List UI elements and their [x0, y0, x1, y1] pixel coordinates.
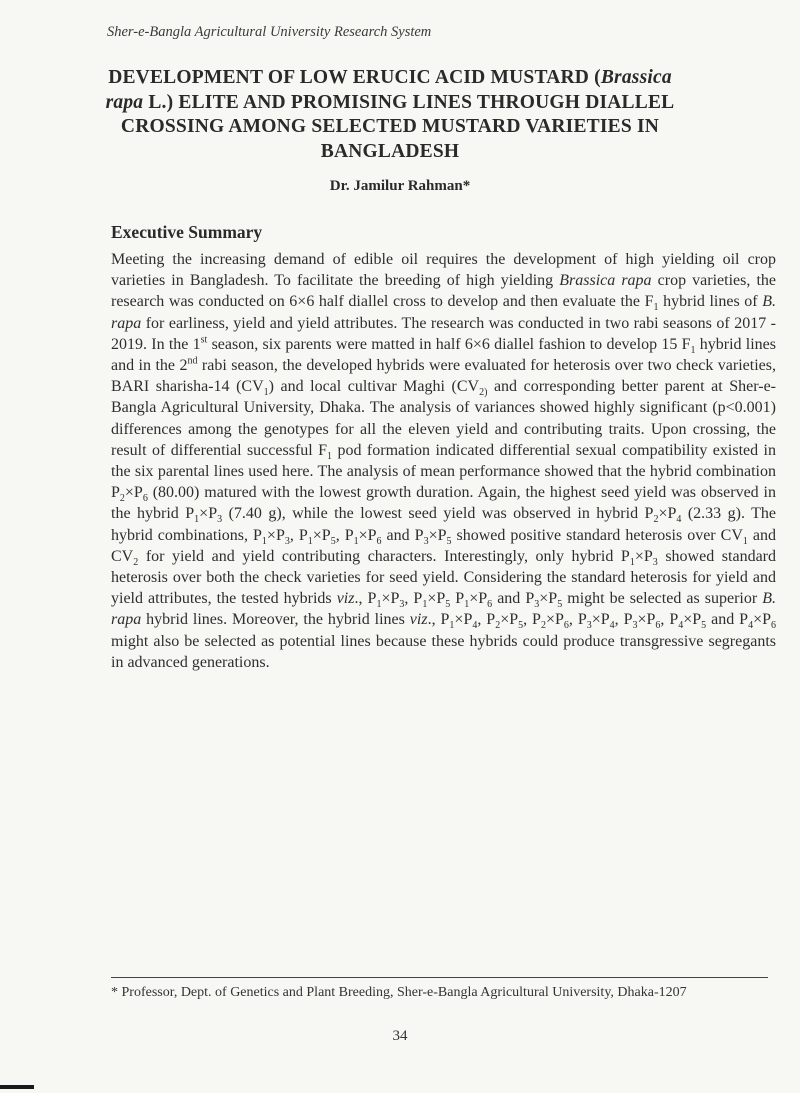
summary-text: for earliness, yield and yield attributes. The research was conducted in two rabi seasons of 2017 - 2019. In the 1: [111, 314, 776, 353]
summary-text: , P: [289, 526, 308, 544]
subscript: 4: [748, 620, 754, 632]
subscript: 1: [449, 620, 455, 632]
author-footnote: * Professor, Dept. of Genetics and Plant Breeding, Sher-e-Bangla Agricultural University, Dhaka-1207: [111, 985, 687, 1000]
subscript: 1: [194, 514, 200, 526]
subscript: 1: [422, 599, 428, 611]
title-text-part2: L.) ELITE AND PROMISING LINES THROUGH DIALLEL CROSSING AMONG SELECTED MUSTARD VARIETIES IN BANGLADESH: [120, 91, 675, 162]
running-header: Sher-e-Bangla Agricultural University Research System: [107, 24, 432, 40]
summary-text: ., P: [354, 590, 377, 608]
summary-text: crop varieties, the research was conducted on 6×6 half diallel cross to develop and then evaluate the F: [111, 272, 776, 311]
subscript: 5: [557, 599, 563, 611]
summary-text: ×P: [637, 611, 656, 629]
summary-text: and P: [381, 526, 424, 544]
summary-text: hybrid lines of: [658, 293, 763, 311]
summary-text: (7.40 g), while the lowest seed yield was observed in hybrid P: [222, 505, 654, 523]
summary-text: , P: [404, 590, 423, 608]
summary-text: showed standard heterosis over both the check varieties for seed yield. Considering the standard heterosis for yield and yield attributes, the tested hybrids: [111, 547, 777, 608]
subscript: 2: [133, 557, 139, 569]
subscript: 1: [376, 599, 382, 611]
subscript: 1: [742, 535, 748, 547]
subscript: 5: [446, 535, 452, 547]
author-name: Dr. Jamilur Rahman*: [329, 178, 471, 194]
summary-text: , P: [614, 611, 633, 629]
scan-edge-mark: [0, 1085, 34, 1089]
title-text-part1: DEVELOPMENT OF LOW ERUCIC ACID MUSTARD (: [108, 67, 601, 88]
summary-text: and corresponding better parent at Sher-e-Bangla Agricultural University, Dhaka. The analysis of variances showed highly significant (p<0.001) differences among the genotypes for all the eleven yield and contributing traits. Upon crossing, the result of differential successful F: [111, 378, 777, 459]
species-name: B. rapa: [111, 293, 776, 332]
summary-text: ., P: [427, 611, 450, 629]
summary-text: , P: [660, 611, 679, 629]
subscript: 5: [518, 620, 524, 632]
summary-text: ×P: [500, 611, 519, 629]
subscript: 3: [284, 535, 290, 547]
article-title: [100, 66, 680, 164]
subscript: 4: [472, 620, 478, 632]
summary-text: ×P: [312, 526, 331, 544]
subscript: 3: [217, 514, 223, 526]
summary-text: ×P: [591, 611, 610, 629]
subscript: 5: [445, 599, 451, 611]
subscript: 1: [327, 451, 333, 463]
subscript: 6: [376, 535, 382, 547]
summary-text: might also be selected as potential lines because these hybrids could produce transgressive segregants in advanced generations.: [111, 632, 776, 671]
subscript: 1: [353, 535, 359, 547]
summary-text: ×P: [658, 505, 677, 523]
summary-paragraph: [111, 249, 776, 673]
summary-text: showed positive standard heterosis over CV: [451, 526, 743, 544]
subscript: 2: [540, 620, 546, 632]
species-name: B. rapa: [111, 590, 777, 629]
species-name: Brassica rapa: [559, 272, 652, 290]
summary-text: ×P: [634, 547, 653, 565]
subscript: 5: [330, 535, 336, 547]
section-heading: Executive Summary: [111, 222, 263, 242]
subscript: 2: [119, 493, 125, 505]
summary-text: hybrid lines and in the 2: [111, 335, 777, 375]
subscript: 4: [676, 514, 682, 526]
italic-abbreviation: viz: [336, 590, 355, 608]
subscript: 2: [495, 620, 501, 632]
footnote-divider: [111, 977, 768, 978]
summary-text: season, six parents were matted in half 6×6 diallel fashion to develop 15 F: [207, 335, 691, 353]
subscript: 4: [678, 620, 684, 632]
subscript: 1: [263, 387, 269, 399]
summary-text: ×P: [454, 611, 473, 629]
superscript: st: [200, 334, 208, 346]
subscript: 5: [701, 620, 707, 632]
summary-text: ×P: [266, 526, 285, 544]
summary-text: ×P: [545, 611, 564, 629]
subscript: 1: [653, 302, 659, 314]
summary-text: Meeting the increasing demand of edible oil requires the development of high yielding oil crop varieties in Bangladesh. To facilitate the breeding of high yielding: [111, 251, 776, 290]
summary-text: ×P: [199, 505, 218, 523]
subscript: 3: [399, 599, 405, 611]
subscript: 3: [586, 620, 592, 632]
summary-text: , P: [568, 611, 587, 629]
summary-text: ×P: [381, 590, 400, 608]
subscript: 1: [307, 535, 313, 547]
summary-text: ×P: [124, 484, 143, 502]
summary-text: , P: [477, 611, 496, 629]
summary-text: ×P: [427, 590, 446, 608]
summary-text: P: [450, 590, 465, 608]
summary-text: ) and local cultivar Maghi (CV: [268, 378, 480, 396]
summary-text: , P: [523, 611, 541, 629]
summary-text: ×P: [469, 590, 488, 608]
summary-text: ×P: [753, 611, 771, 629]
summary-text: ×P: [428, 526, 447, 544]
summary-text: (2.33 g). The hybrid combinations, P: [111, 505, 777, 544]
subscript: 6: [655, 620, 661, 632]
summary-text: ×P: [539, 590, 558, 608]
summary-text: , P: [335, 526, 354, 544]
summary-text: (80.00) matured with the lowest growth duration. Again, the highest seed yield was observed in the hybrid P: [111, 484, 776, 523]
summary-text: ×P: [358, 526, 377, 544]
subscript: 1: [261, 535, 267, 547]
title-species-name: Brassica rapa: [105, 67, 672, 113]
summary-text: and P: [706, 611, 749, 629]
subscript: 6: [142, 493, 148, 505]
subscript: 1: [690, 345, 696, 356]
subscript: 2): [479, 387, 488, 399]
subscript: 6: [770, 620, 776, 632]
superscript: nd: [187, 355, 198, 367]
summary-text: might be selected as superior: [562, 590, 763, 608]
summary-text: ×P: [683, 611, 702, 629]
subscript: 3: [534, 599, 540, 611]
subscript: 4: [609, 620, 615, 632]
subscript: 3: [632, 620, 638, 632]
summary-text: and CV: [111, 526, 777, 565]
subscript: 6: [487, 599, 493, 611]
page-number: 34: [392, 1028, 408, 1044]
subscript: 1: [629, 557, 635, 569]
summary-text: for yield and yield contributing characters. Interestingly, only hybrid P: [138, 547, 630, 565]
summary-text: hybrid lines. Moreover, the hybrid lines: [141, 611, 410, 629]
subscript: 6: [563, 620, 569, 632]
subscript: 3: [652, 557, 658, 569]
subscript: 3: [423, 535, 429, 547]
summary-text: pod formation indicated differential sexual compatibility existed in the six parental lines used here. The analysis of mean performance showed that the hybrid combination P: [111, 441, 776, 502]
italic-abbreviation: viz: [409, 611, 428, 629]
subscript: 1: [464, 599, 470, 611]
subscript: 2: [653, 514, 659, 526]
summary-text: rabi season, the developed hybrids were evaluated for heterosis over two check varieties, BARI sharisha-14 (CV: [111, 357, 777, 396]
summary-text: and P: [492, 590, 535, 608]
